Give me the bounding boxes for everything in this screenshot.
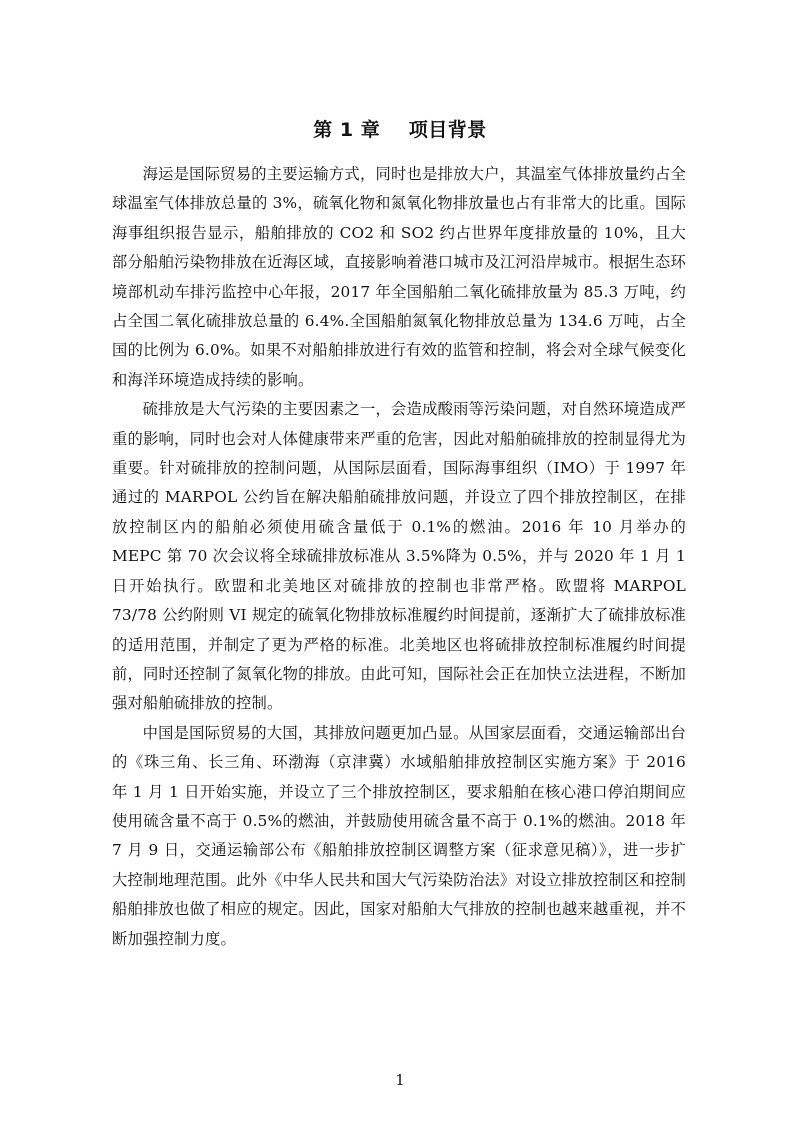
paragraph-1: 海运是国际贸易的主要运输方式，同时也是排放大户，其温室气体排放量约占全球温室气体排放总量的 3%，硫氧化物和氮氧化物排放量也占有非常大的比重。国际海事组织报告显示，船舶排放的 CO2 和 SO2 约占世界年度排放量的 10%，且大部分船舶污染物排放在近海区域，直接影响着港口城市及江河沿岸城市。根据生态环境部机动车排污监控中心年报，2017 年全国船舶二氧化硫排放量为 85.3 万吨，约占全国二氧化硫排放总量的 6.4%.全国船舶氮氧化物排放总量为 134.6 万吨，占全国的比例为 6.0%。如果不对船舶排放进行有效的监管和控制，将会对全球气候变化和海洋环境造成持续的影响。 [112, 165, 686, 389]
paragraph-3: 中国是国际贸易的大国，其排放问题更加凸显。从国家层面看，交通运输部出台的《珠三角、长三角、环渤海（京津冀）水域船舶排放控制区实施方案》于 2016 年 1 月 1 日开始实施，并设立了三个排放控制区，要求船舶在核心港口停泊期间应使用硫含量不高于 0.5%的燃油，并鼓励使用硫含量不高于 0.1%的燃油。2018 年 7 月 9 日，交通运输部公布《船舶排放控制区调整方案（征求意见稿）》，进一步扩大控制地理范围。此外《中华人民共和国大气污染防治法》对设立排放控制区和控制船舶排放也做了相应的规定。因此，国家对船舶大气排放的控制也越来越重视，并不断加强控制力度。 [112, 723, 686, 948]
page-number: 1 [395, 1071, 405, 1089]
paragraph-2: 硫排放是大气污染的主要因素之一，会造成酸雨等污染问题，对自然环境造成严重的影响，同时也会对人体健康带来严重的危害，因此对船舶硫排放的控制显得尤为重要。针对硫排放的控制问题，从国际层面看，国际海事组织（IMO）于 1997 年通过的 MARPOL 公约旨在解决船舶硫排放问题，并设立了四个排放控制区，在排放控制区内的船舶必须使用硫含量低于 0.1%的燃油。2016 年 10 月举办的 MEPC 第 70 次会议将全球硫排放标准从 3.5%降为 0.5%，并与 2020 年 1 月 1 日开始执行。欧盟和北美地区对硫排放的控制也非常严格。欧盟将 MARPOL 73/78 公约附则 VI 规定的硫氧化物排放标准履约时间提前，逐渐扩大了硫排放标准的适用范围，并制定了更为严格的标准。北美地区也将硫排放控制标准履约时间提前，同时还控制了氮氧化物的排放。由此可知，国际社会正在加快立法进程，不断加强对船舶硫排放的控制。 [112, 400, 686, 713]
chapter-title: 第 1 章 项目背景 [313, 119, 487, 141]
body-text [112, 160, 686, 954]
